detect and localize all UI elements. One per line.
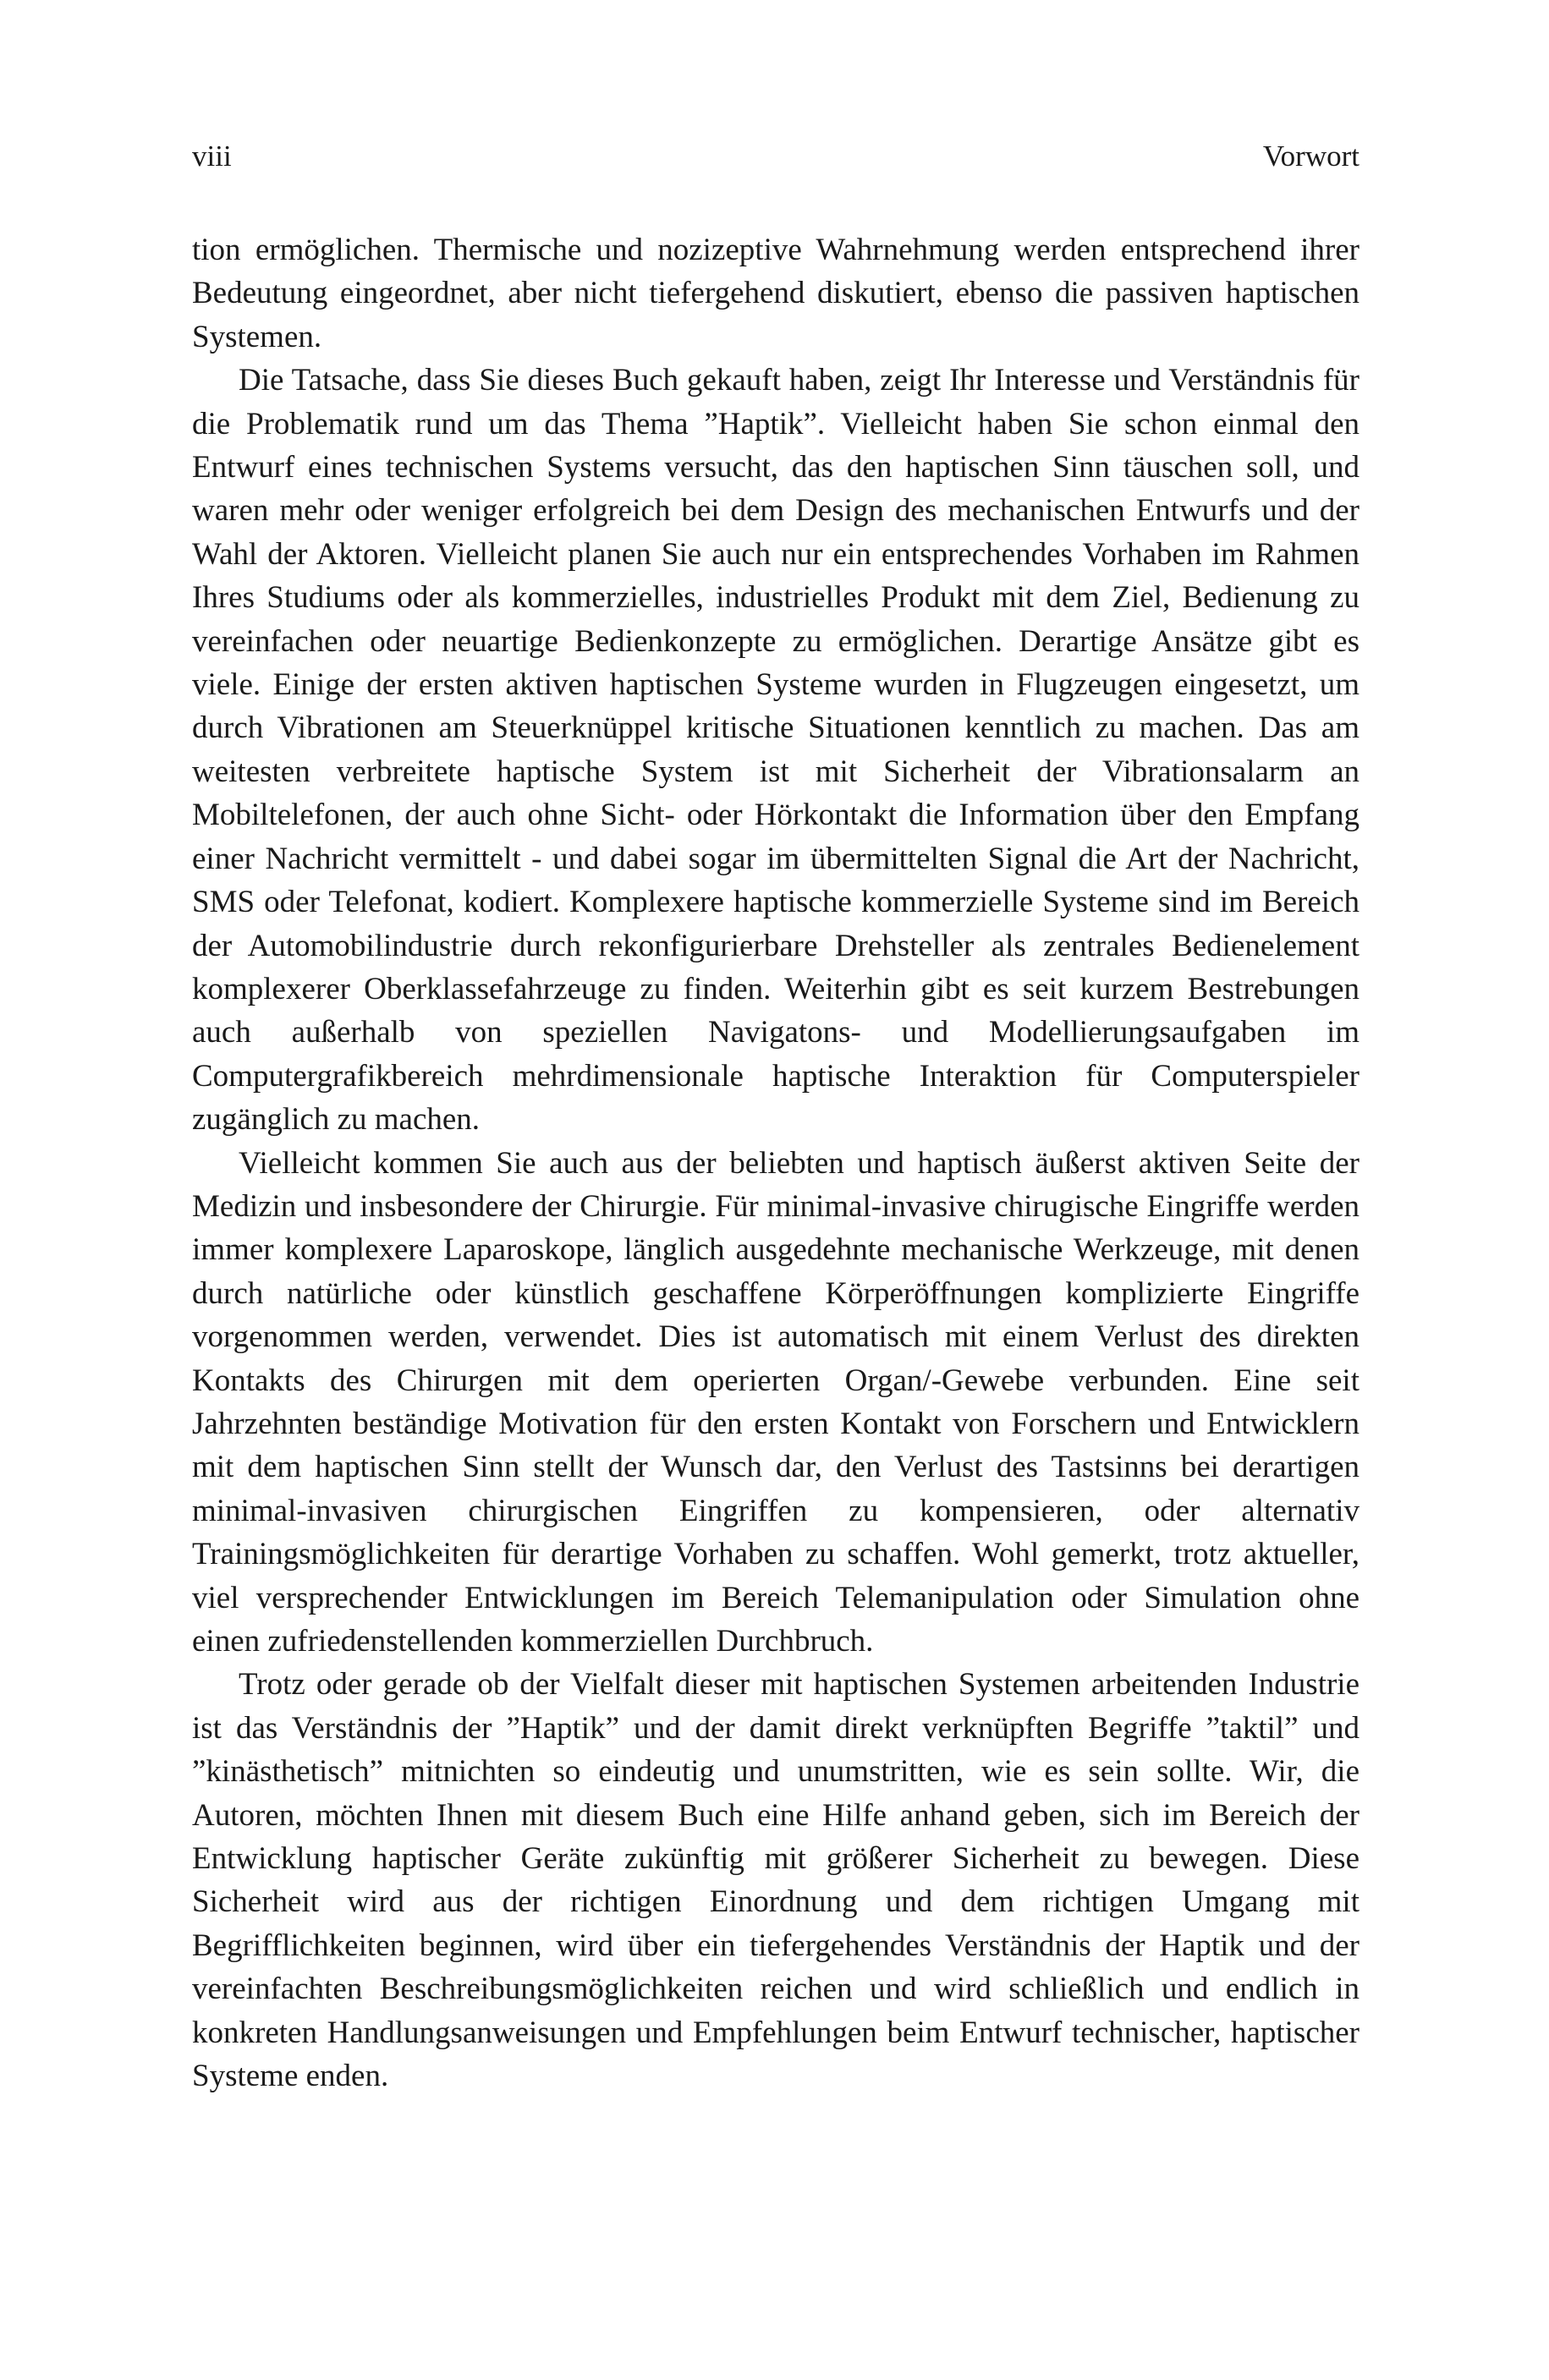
chapter-title: Vorwort — [1262, 140, 1359, 173]
paragraph-book-purpose: Trotz oder gerade ob der Vielfalt dieser mit haptischen Systemen arbeitenden Industrie ist das Verständnis der ”Haptik” und der damit direkt verknüpften Begriffe ”taktil” und ”kinästhetisch” mitnichten so eindeutig und unumstritten, wie es sein sollte. Wir, die Autoren, möchten Ihnen mit diesem Buch eine Hilfe anhand geben, sich im Bereich der Entwicklung haptischer Geräte zukünftig mit größerer Sicherheit zu bewegen. Diese Sicherheit wird aus der richtigen Einordnung und dem richtigen Umgang mit Begrifflichkeiten beginnen, wird über ein tiefergehendes Verständnis der Haptik und der vereinfachten Beschreibungsmöglichkeiten reichen und wird schließlich und endlich in konkreten Handlungsanweisungen und Empfehlungen beim Entwurf technischer, haptischer Systeme enden. — [192, 1667, 1359, 2094]
paragraph-motivation: Die Tatsache, dass Sie dieses Buch gekauft haben, zeigt Ihr Interesse und Verständnis für die Problematik rund um das Thema ”Haptik”. Vielleicht haben Sie schon einmal den Entwurf eines technischen Systems versucht, das den haptischen Sinn täuschen soll, und waren mehr oder weniger erfolgreich bei dem Design des mechanischen Entwurfs und der Wahl der Aktoren. Vielleicht planen Sie auch nur ein entsprechendes Vorhaben im Rahmen Ihres Studiums oder als kommerzielles, industrielles Produkt mit dem Ziel, Bedienung zu vereinfachen oder neuartige Bedienkonzepte zu ermöglichen. Derartige Ansätze gibt es viele. Einige der ersten aktiven haptischen Systeme wurden in Flugzeugen eingesetzt, um durch Vibrationen am Steuerknüppel kritische Situationen kenntlich zu machen. Das am weitesten verbreitete haptische System ist mit Sicherheit der Vibrationsalarm an Mobiltelefonen, der auch ohne Sicht- oder Hörkontakt die Information über den Empfang einer Nachricht vermittelt - und dabei sogar im übermittelten Signal die Art der Nachricht, SMS oder Telefonat, kodiert. Komplexere haptische kommerzielle Systeme sind im Bereich der Automobilindustrie durch rekonfigurierbare Drehsteller als zentrales Bedienelement komplexerer Oberklassefahrzeuge zu finden. Weiterhin gibt es seit kurzem Bestrebungen auch außerhalb von speziellen Navigatons- und Modellierungsaufgaben im Computergrafikbereich mehrdimensionale haptische Interaktion für Computerspieler zugänglich zu machen. — [192, 363, 1359, 1138]
paragraph-continuation: tion ermöglichen. Thermische und nozizeptive Wahrnehmung werden entsprechend ihrer Bedeutung eingeordnet, aber nicht tiefergehend diskutiert, ebenso die passiven haptischen Systemen. — [192, 233, 1359, 354]
running-head — [192, 138, 1359, 175]
body-text — [192, 228, 1359, 2098]
page-number: viii — [192, 140, 232, 173]
paragraph-medicine: Vielleicht kommen Sie auch aus der beliebten und haptisch äußerst aktiven Seite der Medizin und insbesondere der Chirurgie. Für minimal-invasive chirugische Eingriffe werden immer komplexere Laparoskope, länglich ausgedehnte mechanische Werkzeuge, mit denen durch natürliche oder künstlich geschaffene Körperöffnungen komplizierte Eingriffe vorgenommen werden, verwendet. Dies ist automatisch mit einem Verlust des direkten Kontakts des Chirurgen mit dem operierten Organ/-Gewebe verbunden. Eine seit Jahrzehnten beständige Motivation für den ersten Kontakt von Forschern und Entwicklern mit dem haptischen Sinn stellt der Wunsch dar, den Verlust des Tastsinns bei derartigen minimal-invasiven chirurgischen Eingriffen zu kompensieren, oder alternativ Trainingsmöglichkeiten für derartige Vorhaben zu schaffen. Wohl gemerkt, trotz aktueller, viel versprechender Entwicklungen im Bereich Telemanipulation oder Simulation ohne einen zufriedenstellenden kommerziellen Durchbruch. — [192, 1145, 1359, 1659]
